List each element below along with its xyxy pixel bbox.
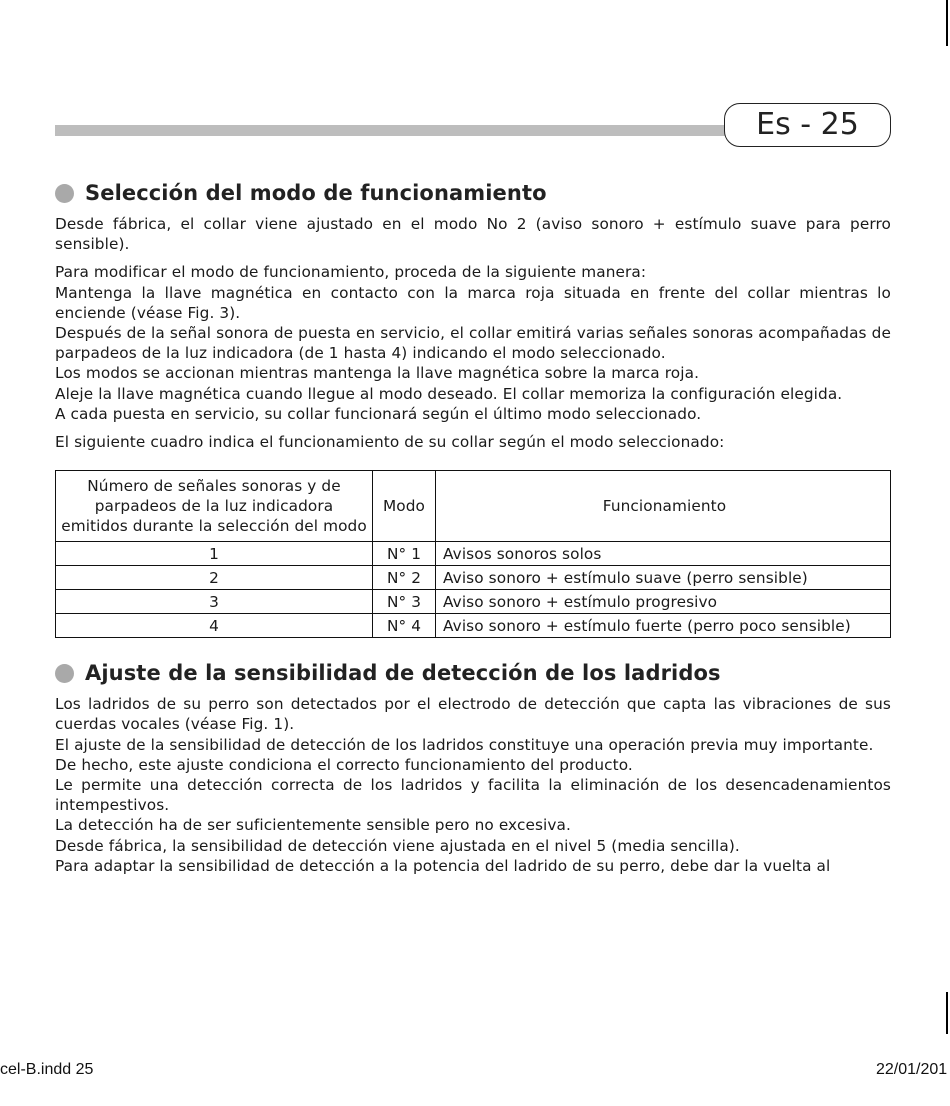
- table-cell: Avisos sonoros solos: [436, 542, 891, 566]
- footer-date: 22/01/201: [876, 1061, 948, 1078]
- table-header-signals: Número de señales sonoras y de parpadeos de la luz indicadora emitidos durante la selección del modo: [56, 471, 373, 542]
- table-row: [56, 542, 891, 566]
- table-header-mode: Modo: [373, 471, 436, 542]
- section-title: Selección del modo de funcionamiento: [85, 181, 547, 205]
- table-row: [56, 566, 891, 590]
- section-heading-sensitivity: [55, 658, 891, 688]
- crop-mark-bottom: [946, 992, 948, 1034]
- header-rule: [55, 125, 745, 136]
- table-header-row: [56, 471, 891, 542]
- table-cell: N° 4: [373, 614, 436, 638]
- table-cell: 3: [56, 590, 373, 614]
- footer-filename: cel-B.indd 25: [0, 1061, 94, 1078]
- table-cell: Aviso sonoro + estímulo progresivo: [436, 590, 891, 614]
- paragraph: Para modificar el modo de funcionamiento, proceda de la siguiente manera:: [55, 263, 647, 282]
- table-cell: N° 1: [373, 542, 436, 566]
- table-row: [56, 614, 891, 638]
- paragraph: Después de la señal sonora de puesta en servicio, el collar emitirá varias señales sonoras acompañadas de parpadeos de la luz indicadora (de 1 hasta 4) indicando el modo seleccionado.: [55, 324, 891, 363]
- table-cell: 1: [56, 542, 373, 566]
- paragraph: La detección ha de ser suficientemente sensible pero no excesiva.: [55, 816, 571, 835]
- paragraph: Los ladridos de su perro son detectados por el electrodo de detección que capta las vibraciones de sus cuerdas vocales (véase Fig. 1).: [55, 695, 891, 734]
- page-content: [55, 178, 891, 876]
- crop-mark-top: [946, 0, 948, 46]
- bullet-icon: [55, 664, 74, 683]
- paragraph: Para adaptar la sensibilidad de detección a la potencia del ladrido de su perro, debe dar la vuelta al: [55, 856, 831, 875]
- table-cell: 4: [56, 614, 373, 638]
- table-header-function: Funcionamiento: [436, 471, 891, 542]
- paragraph: Desde fábrica, el collar viene ajustado en el modo No 2 (aviso sonoro + estímulo suave para perro sensible).: [55, 215, 891, 254]
- table-cell: N° 3: [373, 590, 436, 614]
- paragraph: El siguiente cuadro indica el funcionamiento de su collar según el modo seleccionado:: [55, 433, 725, 452]
- paragraph: Le permite una detección correcta de los ladridos y facilita la eliminación de los desencadenamientos intempestivos.: [55, 776, 891, 815]
- paragraph: De hecho, este ajuste condiciona el correcto funcionamiento del producto.: [55, 755, 633, 774]
- paragraph: Los modos se accionan mientras mantenga la llave magnética sobre la marca roja.: [55, 364, 700, 383]
- table-cell: Aviso sonoro + estímulo fuerte (perro poco sensible): [436, 614, 891, 638]
- mode-table: [55, 470, 891, 638]
- paragraph: A cada puesta en servicio, su collar funcionará según el último modo seleccionado.: [55, 404, 702, 423]
- table-row: [56, 590, 891, 614]
- table-cell: N° 2: [373, 566, 436, 590]
- section-title: Ajuste de la sensibilidad de detección de los ladridos: [85, 661, 721, 686]
- page-number-tag: Es - 25: [724, 103, 891, 147]
- paragraph: El ajuste de la sensibilidad de detección de los ladridos constituye una operación previa muy importante.: [55, 735, 874, 754]
- section-heading-mode: [55, 178, 891, 208]
- table-cell: Aviso sonoro + estímulo suave (perro sensible): [436, 566, 891, 590]
- paragraph: Mantenga la llave magnética en contacto con la marca roja situada en frente del collar mientras lo enciende (véase Fig. 3).: [55, 283, 891, 322]
- bullet-icon: [55, 184, 74, 203]
- paragraph: Desde fábrica, la sensibilidad de detección viene ajustada en el nivel 5 (media sencilla).: [55, 836, 740, 855]
- table-cell: 2: [56, 566, 373, 590]
- paragraph: Aleje la llave magnética cuando llegue al modo deseado. El collar memoriza la configuración elegida.: [55, 384, 843, 403]
